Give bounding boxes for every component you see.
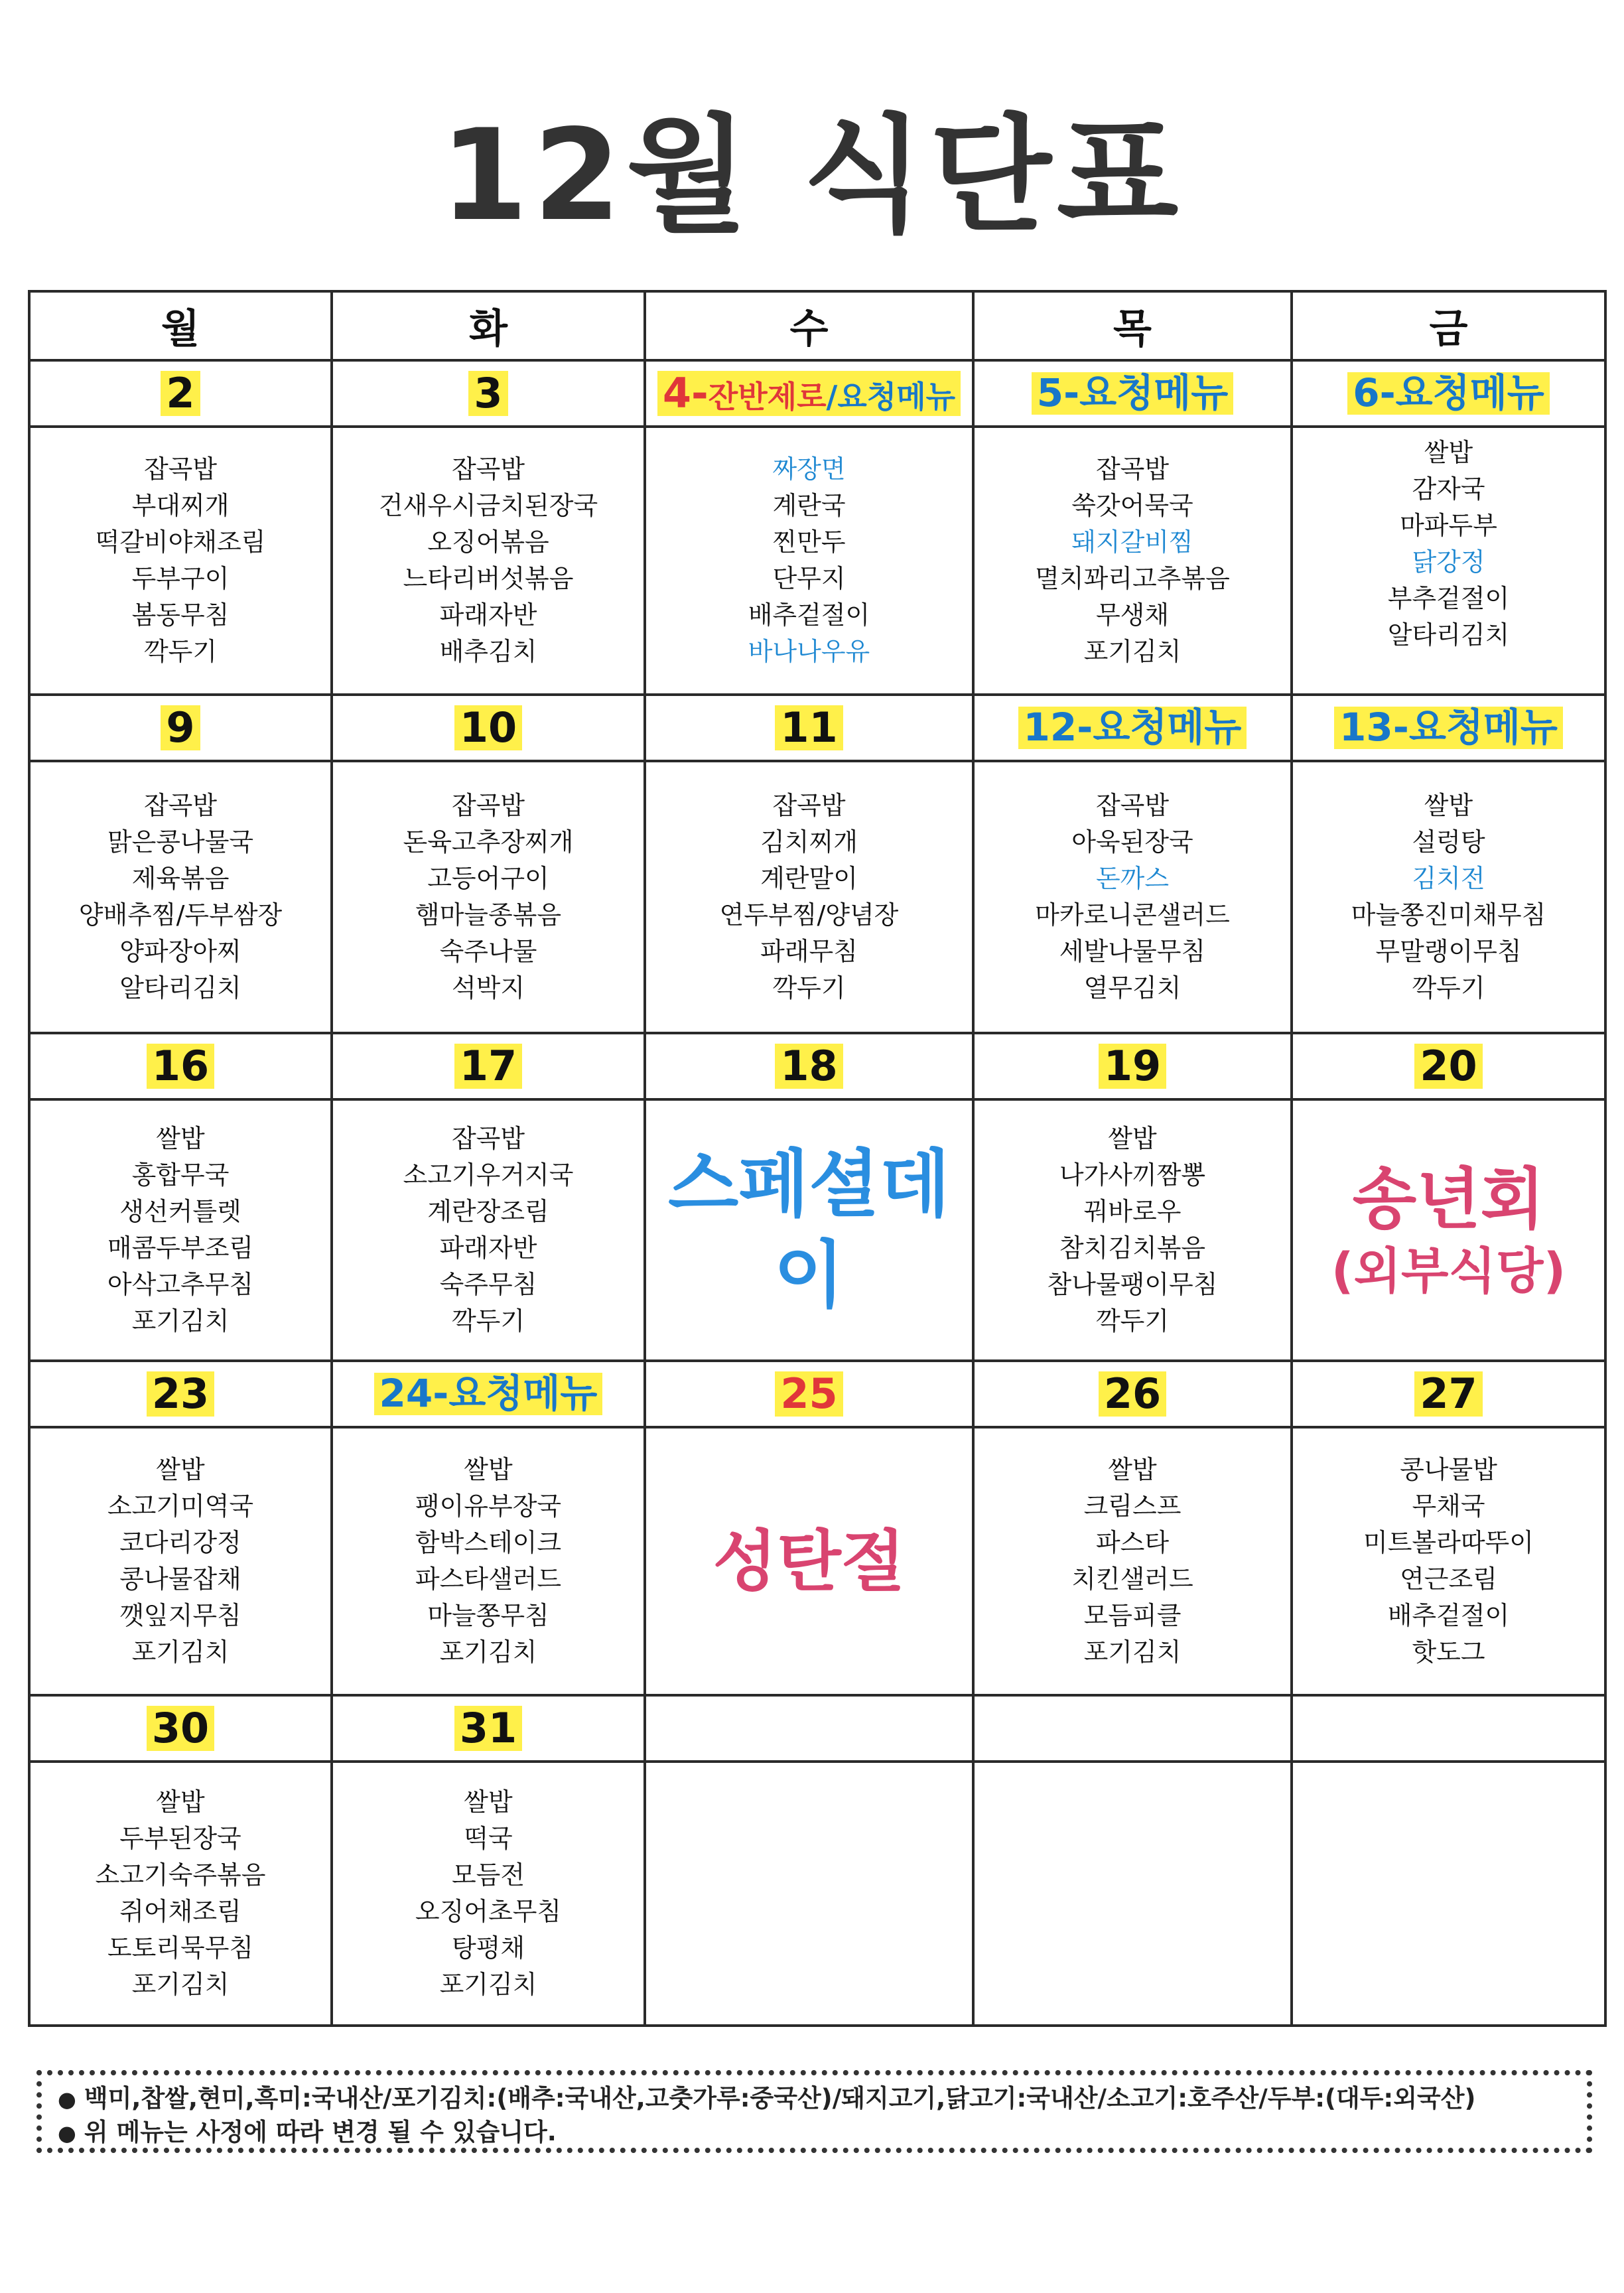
menu-item: 탕평채 bbox=[451, 1933, 525, 1963]
date-label: 16 bbox=[147, 1044, 214, 1089]
date-cell bbox=[29, 1033, 332, 1099]
menu-item-requested: 짜장면 bbox=[772, 454, 846, 484]
menu-cell bbox=[29, 1762, 332, 2026]
menu-item: 크림스프 bbox=[1083, 1492, 1182, 1521]
date-cell bbox=[1292, 1361, 1605, 1427]
date-cell bbox=[1292, 695, 1605, 761]
menu-item: 쌀밥 bbox=[464, 1455, 513, 1484]
menu-cell bbox=[1292, 1427, 1605, 1695]
menu-item-requested: 닭강정 bbox=[1412, 547, 1485, 577]
menu-item: 포기김치 bbox=[131, 1970, 230, 1999]
menu-item: 소고기우거지국 bbox=[403, 1160, 574, 1190]
menu-item: 배추겉절이 bbox=[1387, 1601, 1510, 1630]
menu-item: 치킨샐러드 bbox=[1071, 1564, 1193, 1594]
menu-item: 파래무침 bbox=[760, 937, 858, 966]
menu-item: 쑥갓어묵국 bbox=[1071, 491, 1193, 520]
menu-item: 깍두기 bbox=[1095, 1306, 1170, 1336]
menu-item: 도토리묵무침 bbox=[107, 1933, 254, 1963]
menu-item-requested: 돈까스 bbox=[1095, 864, 1170, 893]
menu-item: 쌀밥 bbox=[156, 1455, 205, 1484]
date-row bbox=[29, 1695, 1605, 1762]
date-cell bbox=[1292, 1033, 1605, 1099]
menu-item: 무생채 bbox=[1095, 600, 1170, 630]
date-cell bbox=[1292, 360, 1605, 427]
menu-item: 콩나물밥 bbox=[1400, 1455, 1497, 1484]
menu-item: 오징어볶음 bbox=[427, 527, 549, 557]
year-end-party-location: (외부식당) bbox=[1331, 1243, 1566, 1300]
date-cell bbox=[645, 1033, 973, 1099]
date-label: 27 bbox=[1414, 1371, 1482, 1417]
menu-cell bbox=[1292, 761, 1605, 1033]
zero-waste-label: 잔반제로 bbox=[708, 378, 827, 415]
date-label: 20 bbox=[1414, 1044, 1482, 1089]
year-end-party-label bbox=[1293, 1160, 1604, 1302]
menu-item: 석박지 bbox=[451, 973, 525, 1003]
dow-thursday: 목 bbox=[973, 291, 1292, 360]
origin-note bbox=[58, 2082, 1571, 2116]
date-label: 26 bbox=[1099, 1371, 1166, 1417]
menu-item: 잡곡밥 bbox=[143, 791, 218, 820]
date-label: 17 bbox=[454, 1044, 522, 1089]
menu-item: 잡곡밥 bbox=[451, 1124, 525, 1153]
menu-item: 포기김치 bbox=[1083, 637, 1182, 666]
menu-item: 파스타 bbox=[1095, 1528, 1170, 1557]
date-cell bbox=[332, 695, 645, 761]
menu-item: 미트볼라따뚜이 bbox=[1363, 1528, 1534, 1557]
menu-item: 건새우시금치된장국 bbox=[378, 491, 598, 520]
menu-item: 숙주무침 bbox=[439, 1270, 537, 1299]
date-cell-empty bbox=[973, 1695, 1292, 1762]
footnote-box bbox=[36, 2070, 1592, 2153]
date-label: 11 bbox=[775, 705, 843, 750]
menu-item: 고등어구이 bbox=[427, 864, 549, 893]
menu-cell bbox=[332, 1427, 645, 1695]
menu-item: 매콤두부조림 bbox=[107, 1233, 254, 1263]
special-day-cell bbox=[1292, 1099, 1605, 1361]
date-cell bbox=[29, 1695, 332, 1762]
menu-cell bbox=[973, 427, 1292, 695]
menu-item: 설렁탕 bbox=[1412, 827, 1485, 857]
menu-cell bbox=[29, 761, 332, 1033]
menu-item: 쌀밥 bbox=[1108, 1124, 1157, 1153]
menu-item: 깻잎지무침 bbox=[119, 1601, 241, 1630]
menu-item: 떡국 bbox=[464, 1824, 513, 1853]
dow-monday: 월 bbox=[29, 291, 332, 360]
day-of-week-header bbox=[29, 291, 1605, 360]
menu-cell bbox=[973, 1427, 1292, 1695]
menu-item: 두부된장국 bbox=[119, 1824, 241, 1853]
menu-item: 쌀밥 bbox=[156, 1124, 205, 1153]
menu-item: 잡곡밥 bbox=[772, 791, 846, 820]
menu-item: 찐만두 bbox=[772, 527, 846, 557]
bullet-icon: ● bbox=[58, 2120, 76, 2146]
menu-item: 깍두기 bbox=[451, 1306, 525, 1336]
origin-note-text: 백미,찹쌀,현미,흑미:국내산/포기김치:(배추:국내산,고춧가루:중국산)/돼지고기,닭고기:국내산/소고기:호주산/두부:(대두:외국산) bbox=[84, 2084, 1476, 2113]
menu-item: 쌀밥 bbox=[1424, 438, 1473, 467]
date-label: 3 bbox=[468, 371, 508, 416]
menu-item: 포기김치 bbox=[439, 1637, 537, 1667]
date-label: 10 bbox=[454, 705, 522, 750]
menu-item: 배추김치 bbox=[439, 637, 537, 666]
date-cell bbox=[332, 1695, 645, 1762]
menu-cell-empty bbox=[645, 1762, 973, 2026]
menu-item: 포기김치 bbox=[131, 1637, 230, 1667]
menu-item: 나가사끼짬뽕 bbox=[1059, 1160, 1206, 1190]
date-label-combined bbox=[657, 368, 961, 417]
menu-item: 연두부찜/양념장 bbox=[719, 900, 899, 930]
menu-item: 깍두기 bbox=[1412, 973, 1485, 1003]
date-label: 5-요청메뉴 bbox=[1032, 372, 1234, 415]
dow-friday: 금 bbox=[1292, 291, 1605, 360]
date-label: 19 bbox=[1099, 1044, 1166, 1089]
menu-item: 코다리강정 bbox=[119, 1528, 241, 1557]
menu-item: 햄마늘종볶음 bbox=[415, 900, 562, 930]
date-label: 24-요청메뉴 bbox=[374, 1373, 603, 1415]
menu-cell bbox=[973, 1099, 1292, 1361]
menu-item: 아욱된장국 bbox=[1071, 827, 1193, 857]
menu-item: 양배추찜/두부쌈장 bbox=[78, 900, 283, 930]
menu-item: 함박스테이크 bbox=[415, 1528, 562, 1557]
menu-item: 느타리버섯볶음 bbox=[403, 564, 574, 593]
menu-cell bbox=[1292, 427, 1605, 695]
menu-item: 돈육고추장찌개 bbox=[403, 827, 574, 857]
menu-item: 마늘쫑진미채무침 bbox=[1351, 900, 1546, 930]
menu-cell bbox=[645, 427, 973, 695]
menu-cell-empty bbox=[1292, 1762, 1605, 2026]
menu-item: 숙주나물 bbox=[439, 937, 537, 966]
menu-item: 소고기숙주볶음 bbox=[95, 1860, 266, 1890]
menu-item: 쌀밥 bbox=[464, 1787, 513, 1817]
menu-cell bbox=[332, 427, 645, 695]
page-title: 12월 식단표 bbox=[440, 102, 1184, 249]
date-row bbox=[29, 1033, 1605, 1099]
menu-item: 제육볶음 bbox=[131, 864, 230, 893]
menu-row bbox=[29, 761, 1605, 1033]
menu-cell bbox=[973, 761, 1292, 1033]
menu-item: 잡곡밥 bbox=[451, 791, 525, 820]
menu-item: 생선커틀렛 bbox=[119, 1197, 241, 1226]
menu-item: 배추겉절이 bbox=[748, 600, 870, 630]
menu-item: 잡곡밥 bbox=[451, 454, 525, 484]
menu-item: 포기김치 bbox=[1083, 1637, 1182, 1667]
date-cell bbox=[973, 1033, 1292, 1099]
menu-item: 쌀밥 bbox=[1108, 1455, 1157, 1484]
menu-item: 참치김치볶음 bbox=[1059, 1233, 1206, 1263]
bullet-icon: ● bbox=[58, 2087, 76, 2112]
date-row bbox=[29, 1361, 1605, 1427]
menu-row bbox=[29, 427, 1605, 695]
requested-menu-label: /요청메뉴 bbox=[826, 378, 956, 415]
menu-item: 참나물팽이무침 bbox=[1047, 1270, 1218, 1299]
menu-item: 쥐어채조림 bbox=[119, 1897, 241, 1926]
menu-item-requested: 김치전 bbox=[1412, 864, 1485, 893]
date-label: 30 bbox=[147, 1706, 214, 1751]
menu-item: 무말랭이무침 bbox=[1375, 937, 1522, 966]
menu-item: 아삭고추무침 bbox=[107, 1270, 254, 1299]
menu-cell bbox=[332, 1099, 645, 1361]
menu-cell bbox=[29, 1099, 332, 1361]
menu-item: 꿔바로우 bbox=[1083, 1197, 1182, 1226]
menu-item: 연근조림 bbox=[1400, 1564, 1497, 1594]
menu-item: 알타리김치 bbox=[119, 973, 241, 1003]
menu-row bbox=[29, 1099, 1605, 1361]
date-label: 12-요청메뉴 bbox=[1018, 707, 1247, 749]
date-label: 25 bbox=[775, 1371, 843, 1417]
menu-item: 쌀밥 bbox=[1424, 791, 1473, 820]
date-cell bbox=[645, 1361, 973, 1427]
menu-item: 두부구이 bbox=[131, 564, 230, 593]
menu-item: 떡갈비야채조림 bbox=[95, 527, 266, 557]
menu-item: 오징어초무침 bbox=[415, 1897, 562, 1926]
menu-item: 계란말이 bbox=[760, 864, 858, 893]
year-end-party-title: 송년회 bbox=[1352, 1160, 1545, 1239]
menu-item: 핫도그 bbox=[1412, 1637, 1485, 1667]
date-cell bbox=[29, 1361, 332, 1427]
menu-item: 알타리김치 bbox=[1387, 620, 1510, 650]
date-row bbox=[29, 360, 1605, 427]
menu-cell bbox=[645, 761, 973, 1033]
menu-cell-empty bbox=[973, 1762, 1292, 2026]
menu-item: 포기김치 bbox=[131, 1306, 230, 1336]
dow-wednesday: 수 bbox=[645, 291, 973, 360]
menu-item: 봄동무침 bbox=[131, 600, 230, 630]
date-cell bbox=[332, 1033, 645, 1099]
date-cell bbox=[332, 360, 645, 427]
date-row bbox=[29, 695, 1605, 761]
special-day-cell bbox=[645, 1099, 973, 1361]
date-label: 9 bbox=[161, 705, 200, 750]
menu-item: 모듬전 bbox=[451, 1860, 525, 1890]
menu-item: 깍두기 bbox=[772, 973, 846, 1003]
menu-item: 계란국 bbox=[772, 491, 846, 520]
date-label: 18 bbox=[775, 1044, 843, 1089]
menu-item: 맑은콩나물국 bbox=[107, 827, 254, 857]
menu-item-requested: 돼지갈비찜 bbox=[1071, 527, 1193, 557]
date-label: 6-요청메뉴 bbox=[1347, 372, 1550, 415]
menu-cell bbox=[29, 427, 332, 695]
menu-item: 쌀밥 bbox=[156, 1787, 205, 1817]
menu-item: 무채국 bbox=[1412, 1492, 1485, 1521]
menu-item: 포기김치 bbox=[439, 1970, 537, 1999]
menu-item: 파스타샐러드 bbox=[415, 1564, 562, 1594]
menu-item: 부추겉절이 bbox=[1387, 584, 1510, 613]
menu-row bbox=[29, 1762, 1605, 2026]
menu-item: 세발나물무침 bbox=[1059, 937, 1206, 966]
menu-item: 깍두기 bbox=[143, 637, 218, 666]
menu-item: 잡곡밥 bbox=[143, 454, 218, 484]
menu-item: 팽이유부장국 bbox=[415, 1492, 562, 1521]
special-day-cell bbox=[645, 1427, 973, 1695]
date-cell-empty bbox=[1292, 1695, 1605, 1762]
date-label: 31 bbox=[454, 1706, 522, 1751]
date-cell bbox=[645, 360, 973, 427]
date-label: 13-요청메뉴 bbox=[1334, 707, 1563, 749]
menu-item: 양파장아찌 bbox=[119, 937, 241, 966]
menu-item: 마파두부 bbox=[1400, 511, 1497, 540]
special-day-label: 스페셜데이 bbox=[667, 1141, 951, 1318]
change-notice-text: 위 메뉴는 사정에 따라 변경 될 수 있습니다. bbox=[84, 2118, 557, 2146]
christmas-label: 성탄절 bbox=[712, 1522, 906, 1600]
menu-item: 잡곡밥 bbox=[1095, 791, 1170, 820]
menu-item-requested: 바나나우유 bbox=[748, 637, 870, 666]
menu-item: 단무지 bbox=[772, 564, 846, 593]
menu-calendar-table bbox=[28, 290, 1607, 2027]
date-cell bbox=[29, 695, 332, 761]
menu-item: 김치찌개 bbox=[760, 827, 858, 857]
menu-item: 마늘쫑무침 bbox=[427, 1601, 549, 1630]
menu-item: 계란장조림 bbox=[427, 1197, 549, 1226]
date-label: 2 bbox=[161, 371, 200, 416]
menu-item: 멸치꽈리고추볶음 bbox=[1035, 564, 1230, 593]
date-cell bbox=[29, 360, 332, 427]
date-label: 4- bbox=[662, 368, 709, 417]
menu-item: 열무김치 bbox=[1083, 973, 1182, 1003]
change-notice bbox=[58, 2116, 1571, 2150]
date-label: 23 bbox=[147, 1371, 214, 1417]
menu-item: 파래자반 bbox=[439, 1233, 537, 1263]
menu-cell bbox=[332, 1762, 645, 2026]
menu-item: 감자국 bbox=[1412, 474, 1485, 504]
menu-item: 홍합무국 bbox=[131, 1160, 230, 1190]
menu-row bbox=[29, 1427, 1605, 1695]
menu-item: 파래자반 bbox=[439, 600, 537, 630]
date-cell bbox=[645, 695, 973, 761]
menu-item: 마카로니콘샐러드 bbox=[1035, 900, 1230, 930]
date-cell bbox=[973, 1361, 1292, 1427]
menu-cell bbox=[332, 761, 645, 1033]
date-cell bbox=[332, 1361, 645, 1427]
dow-tuesday: 화 bbox=[332, 291, 645, 360]
menu-item: 소고기미역국 bbox=[107, 1492, 254, 1521]
menu-item: 모듬피클 bbox=[1083, 1601, 1182, 1630]
date-cell-empty bbox=[645, 1695, 973, 1762]
menu-item: 잡곡밥 bbox=[1095, 454, 1170, 484]
date-cell bbox=[973, 360, 1292, 427]
date-cell bbox=[973, 695, 1292, 761]
menu-item: 콩나물잡채 bbox=[119, 1564, 241, 1594]
menu-cell bbox=[29, 1427, 332, 1695]
menu-item: 부대찌개 bbox=[131, 491, 230, 520]
